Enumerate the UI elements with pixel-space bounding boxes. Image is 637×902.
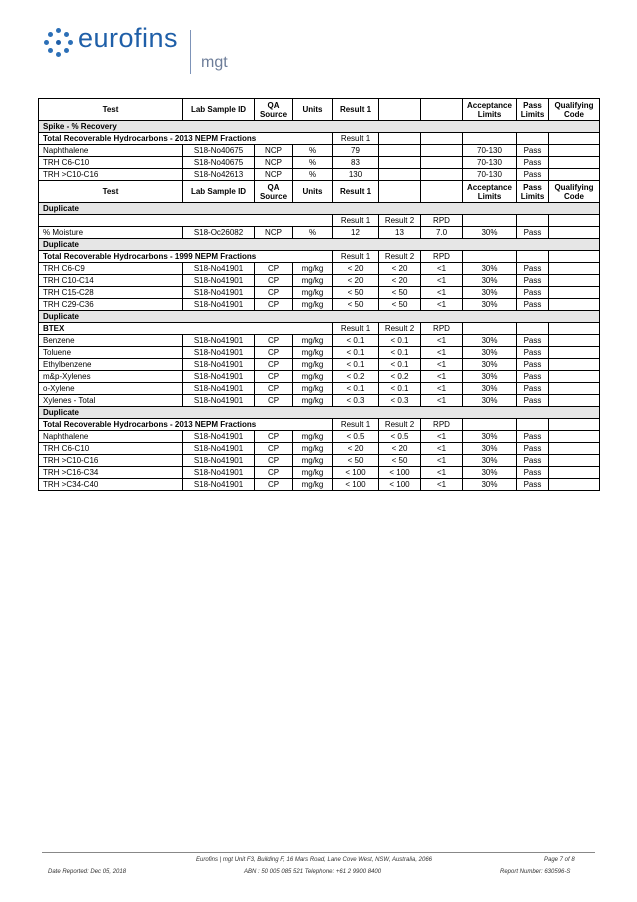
cell-qualifying-code [549, 347, 600, 359]
header-cell: Pass Limits [517, 99, 549, 121]
cell-result-2 [379, 145, 421, 157]
cell-pass-limits: Pass [517, 443, 549, 455]
empty-cell [517, 419, 549, 431]
group-column-label: Result 1 [333, 419, 379, 431]
empty-cell [517, 133, 549, 145]
cell-result-2: < 0.1 [379, 347, 421, 359]
cell-test: Xylenes - Total [39, 395, 183, 407]
cell-acceptance-limits: 70-130 [463, 157, 517, 169]
cell-result-2: < 20 [379, 443, 421, 455]
group-column-label: Result 2 [379, 251, 421, 263]
cell-qa-source: CP [255, 335, 293, 347]
cell-lab-sample-id: S18-No41901 [183, 275, 255, 287]
header-cell: Units [293, 99, 333, 121]
table-row [39, 287, 600, 299]
cell-units: mg/kg [293, 395, 333, 407]
cell-qa-source: CP [255, 347, 293, 359]
cell-units: mg/kg [293, 383, 333, 395]
cell-units: mg/kg [293, 467, 333, 479]
cell-lab-sample-id: S18-No41901 [183, 479, 255, 491]
table-row [39, 169, 600, 181]
cell-qa-source: CP [255, 455, 293, 467]
cell-units: % [293, 157, 333, 169]
cell-qualifying-code [549, 359, 600, 371]
cell-units: mg/kg [293, 455, 333, 467]
section-label: Duplicate [39, 311, 600, 323]
cell-lab-sample-id: S18-No41901 [183, 383, 255, 395]
cell-qualifying-code [549, 287, 600, 299]
footer-divider [42, 852, 595, 853]
empty-cell [549, 215, 600, 227]
cell-rpd: <1 [421, 467, 463, 479]
cell-qa-source: NCP [255, 227, 293, 239]
group-column-label: RPD [421, 251, 463, 263]
cell-units: mg/kg [293, 275, 333, 287]
group-row [39, 133, 600, 145]
cell-qualifying-code [549, 157, 600, 169]
cell-test: TRH C10-C14 [39, 275, 183, 287]
cell-test: o-Xylene [39, 383, 183, 395]
cell-rpd: <1 [421, 275, 463, 287]
cell-qualifying-code [549, 299, 600, 311]
section-row [39, 203, 600, 215]
cell-units: % [293, 227, 333, 239]
cell-result-1: < 50 [333, 455, 379, 467]
header-cell: Acceptance Limits [463, 99, 517, 121]
cell-qualifying-code [549, 335, 600, 347]
header-cell: Test [39, 181, 183, 203]
header-cell: QA Source [255, 99, 293, 121]
cell-acceptance-limits: 30% [463, 359, 517, 371]
cell-result-2 [379, 157, 421, 169]
cell-qualifying-code [549, 455, 600, 467]
cell-acceptance-limits: 30% [463, 263, 517, 275]
group-column-label: RPD [421, 419, 463, 431]
cell-lab-sample-id: S18-No41901 [183, 455, 255, 467]
cell-result-2: < 50 [379, 455, 421, 467]
cell-result-2: < 0.2 [379, 371, 421, 383]
footer-date-reported: Date Reported: Dec 05, 2018 [48, 869, 127, 875]
empty-cell [463, 419, 517, 431]
empty-cell [463, 251, 517, 263]
header-cell: Qualifying Code [549, 99, 600, 121]
footer-address: Eurofins | mgt Unit F3, Building F, 16 Mars Road, Lane Cove West, NSW, Australia, 2066 [196, 857, 432, 863]
cell-qualifying-code [549, 263, 600, 275]
table-header-row [39, 99, 600, 121]
cell-rpd: <1 [421, 443, 463, 455]
cell-pass-limits: Pass [517, 169, 549, 181]
section-label: Duplicate [39, 239, 600, 251]
cell-qa-source: CP [255, 479, 293, 491]
cell-qa-source: CP [255, 287, 293, 299]
group-name: BTEX [39, 323, 333, 335]
cell-result-1: < 0.1 [333, 359, 379, 371]
header-cell: Acceptance Limits [463, 181, 517, 203]
group-name [39, 215, 333, 227]
cell-acceptance-limits: 30% [463, 431, 517, 443]
group-column-label [379, 133, 421, 145]
cell-result-2 [379, 169, 421, 181]
cell-acceptance-limits: 30% [463, 443, 517, 455]
cell-result-1: < 20 [333, 275, 379, 287]
cell-pass-limits: Pass [517, 371, 549, 383]
empty-cell [517, 323, 549, 335]
header-cell: Test [39, 99, 183, 121]
group-column-label: Result 2 [379, 419, 421, 431]
section-row [39, 121, 600, 133]
cell-result-1: < 100 [333, 467, 379, 479]
cell-rpd: <1 [421, 335, 463, 347]
cell-result-1: < 50 [333, 299, 379, 311]
cell-qualifying-code [549, 275, 600, 287]
group-row [39, 251, 600, 263]
cell-units: mg/kg [293, 479, 333, 491]
cell-lab-sample-id: S18-No42613 [183, 169, 255, 181]
cell-lab-sample-id: S18-No41901 [183, 287, 255, 299]
group-name: Total Recoverable Hydrocarbons - 1999 NEPM Fractions [39, 251, 333, 263]
cell-result-1: < 0.1 [333, 347, 379, 359]
cell-lab-sample-id: S18-No41901 [183, 395, 255, 407]
cell-test: TRH C6-C10 [39, 443, 183, 455]
cell-units: mg/kg [293, 359, 333, 371]
cell-acceptance-limits: 30% [463, 275, 517, 287]
header-cell [421, 99, 463, 121]
cell-qa-source: CP [255, 395, 293, 407]
cell-units: mg/kg [293, 287, 333, 299]
brand-name: eurofins [78, 23, 179, 53]
footer-page: Page 7 of 8 [544, 857, 575, 863]
table-row [39, 359, 600, 371]
empty-cell [549, 323, 600, 335]
empty-cell [549, 251, 600, 263]
cell-qualifying-code [549, 145, 600, 157]
cell-test: TRH >C34-C40 [39, 479, 183, 491]
cell-result-1: < 100 [333, 479, 379, 491]
cell-units: mg/kg [293, 431, 333, 443]
group-column-label [421, 133, 463, 145]
group-row [39, 419, 600, 431]
cell-qa-source: CP [255, 431, 293, 443]
cell-qa-source: CP [255, 263, 293, 275]
cell-test: TRH C15-C28 [39, 287, 183, 299]
header-cell: QA Source [255, 181, 293, 203]
cell-qualifying-code [549, 383, 600, 395]
cell-units: mg/kg [293, 371, 333, 383]
empty-cell [463, 133, 517, 145]
table-row [39, 479, 600, 491]
cell-result-2: < 50 [379, 299, 421, 311]
cell-qa-source: CP [255, 467, 293, 479]
cell-acceptance-limits: 30% [463, 383, 517, 395]
cell-pass-limits: Pass [517, 455, 549, 467]
empty-cell [463, 323, 517, 335]
cell-qualifying-code [549, 227, 600, 239]
cell-lab-sample-id: S18-No40675 [183, 145, 255, 157]
section-row [39, 239, 600, 251]
cell-pass-limits: Pass [517, 347, 549, 359]
group-column-label: Result 1 [333, 215, 379, 227]
cell-lab-sample-id: S18-Oc26082 [183, 227, 255, 239]
table-row [39, 263, 600, 275]
table-row [39, 157, 600, 169]
cell-lab-sample-id: S18-No41901 [183, 467, 255, 479]
cell-pass-limits: Pass [517, 479, 549, 491]
cell-rpd: <1 [421, 383, 463, 395]
cell-rpd: <1 [421, 347, 463, 359]
cell-lab-sample-id: S18-No41901 [183, 335, 255, 347]
cell-rpd: <1 [421, 263, 463, 275]
cell-pass-limits: Pass [517, 383, 549, 395]
cell-result-2: < 20 [379, 263, 421, 275]
cell-rpd: <1 [421, 395, 463, 407]
cell-result-1: 83 [333, 157, 379, 169]
table-row [39, 431, 600, 443]
cell-lab-sample-id: S18-No41901 [183, 299, 255, 311]
group-name: Total Recoverable Hydrocarbons - 2013 NEPM Fractions [39, 133, 333, 145]
cell-test: Naphthalene [39, 145, 183, 157]
cell-result-1: < 0.2 [333, 371, 379, 383]
cell-test: TRH >C10-C16 [39, 455, 183, 467]
cell-result-1: < 50 [333, 287, 379, 299]
group-column-label: Result 1 [333, 323, 379, 335]
cell-pass-limits: Pass [517, 157, 549, 169]
header-cell [421, 181, 463, 203]
cell-test: TRH C29-C36 [39, 299, 183, 311]
table-row [39, 227, 600, 239]
cell-acceptance-limits: 30% [463, 371, 517, 383]
empty-cell [549, 133, 600, 145]
table-row [39, 467, 600, 479]
cell-rpd: <1 [421, 299, 463, 311]
group-column-label: Result 1 [333, 251, 379, 263]
cell-test: TRH C6-C9 [39, 263, 183, 275]
cell-units: mg/kg [293, 299, 333, 311]
cell-lab-sample-id: S18-No41901 [183, 443, 255, 455]
cell-qa-source: NCP [255, 157, 293, 169]
section-row [39, 311, 600, 323]
cell-qa-source: CP [255, 275, 293, 287]
cell-rpd: <1 [421, 287, 463, 299]
cell-rpd [421, 169, 463, 181]
cell-result-1: < 0.1 [333, 335, 379, 347]
cell-units: % [293, 145, 333, 157]
cell-acceptance-limits: 30% [463, 287, 517, 299]
cell-units: % [293, 169, 333, 181]
eurofins-logo [44, 22, 264, 82]
header-cell [379, 181, 421, 203]
group-name: Total Recoverable Hydrocarbons - 2013 NEPM Fractions [39, 419, 333, 431]
cell-acceptance-limits: 30% [463, 467, 517, 479]
table-row [39, 395, 600, 407]
cell-result-1: < 20 [333, 443, 379, 455]
cell-result-2: < 0.1 [379, 359, 421, 371]
cell-result-1: < 20 [333, 263, 379, 275]
cell-acceptance-limits: 30% [463, 299, 517, 311]
cell-qualifying-code [549, 443, 600, 455]
table-row [39, 443, 600, 455]
cell-result-2: < 0.1 [379, 383, 421, 395]
table-row [39, 455, 600, 467]
cell-rpd: <1 [421, 479, 463, 491]
cell-pass-limits: Pass [517, 227, 549, 239]
cell-qa-source: CP [255, 383, 293, 395]
cell-qualifying-code [549, 169, 600, 181]
cell-pass-limits: Pass [517, 145, 549, 157]
group-column-label: Result 2 [379, 215, 421, 227]
cell-rpd: 7.0 [421, 227, 463, 239]
cell-pass-limits: Pass [517, 299, 549, 311]
cell-test: Ethylbenzene [39, 359, 183, 371]
cell-acceptance-limits: 70-130 [463, 145, 517, 157]
cell-acceptance-limits: 30% [463, 395, 517, 407]
table-row [39, 299, 600, 311]
header-cell: Lab Sample ID [183, 99, 255, 121]
section-label: Duplicate [39, 407, 600, 419]
cell-pass-limits: Pass [517, 431, 549, 443]
cell-result-2: < 50 [379, 287, 421, 299]
cell-pass-limits: Pass [517, 467, 549, 479]
cell-result-2: < 0.5 [379, 431, 421, 443]
logo-divider [190, 30, 191, 74]
cell-result-1: < 0.1 [333, 383, 379, 395]
cell-result-1: 130 [333, 169, 379, 181]
cell-acceptance-limits: 30% [463, 347, 517, 359]
cell-test: Benzene [39, 335, 183, 347]
cell-units: mg/kg [293, 263, 333, 275]
cell-acceptance-limits: 30% [463, 335, 517, 347]
cell-lab-sample-id: S18-No41901 [183, 359, 255, 371]
empty-cell [517, 251, 549, 263]
cell-acceptance-limits: 30% [463, 479, 517, 491]
table-row [39, 145, 600, 157]
brand-division: mgt [201, 54, 228, 71]
cell-result-1: < 0.3 [333, 395, 379, 407]
cell-test: TRH C6-C10 [39, 157, 183, 169]
eurofins-dots-icon [44, 28, 74, 58]
section-label: Spike - % Recovery [39, 121, 600, 133]
cell-test: TRH >C16-C34 [39, 467, 183, 479]
header-cell [379, 99, 421, 121]
cell-result-2: < 100 [379, 467, 421, 479]
cell-rpd [421, 145, 463, 157]
cell-test: Toluene [39, 347, 183, 359]
cell-rpd [421, 157, 463, 169]
header-cell: Units [293, 181, 333, 203]
cell-qa-source: CP [255, 299, 293, 311]
group-row [39, 215, 600, 227]
cell-lab-sample-id: S18-No41901 [183, 431, 255, 443]
header-cell: Lab Sample ID [183, 181, 255, 203]
cell-result-2: < 0.3 [379, 395, 421, 407]
table-row [39, 335, 600, 347]
empty-cell [549, 419, 600, 431]
header-cell: Pass Limits [517, 181, 549, 203]
cell-result-1: < 0.5 [333, 431, 379, 443]
cell-qa-source: NCP [255, 145, 293, 157]
table-header-row [39, 181, 600, 203]
cell-pass-limits: Pass [517, 287, 549, 299]
empty-cell [463, 215, 517, 227]
cell-lab-sample-id: S18-No41901 [183, 263, 255, 275]
cell-qa-source: CP [255, 371, 293, 383]
header-cell: Result 1 [333, 99, 379, 121]
cell-qa-source: CP [255, 359, 293, 371]
cell-qa-source: CP [255, 443, 293, 455]
table-row [39, 275, 600, 287]
table-row [39, 371, 600, 383]
cell-acceptance-limits: 30% [463, 455, 517, 467]
group-column-label: RPD [421, 215, 463, 227]
group-column-label: RPD [421, 323, 463, 335]
cell-result-2: < 0.1 [379, 335, 421, 347]
group-column-label: Result 2 [379, 323, 421, 335]
cell-lab-sample-id: S18-No41901 [183, 347, 255, 359]
section-row [39, 407, 600, 419]
cell-qualifying-code [549, 467, 600, 479]
footer-report-number: Report Number: 630596-S [500, 869, 571, 875]
cell-qa-source: NCP [255, 169, 293, 181]
cell-acceptance-limits: 30% [463, 227, 517, 239]
cell-pass-limits: Pass [517, 263, 549, 275]
header-cell: Result 1 [333, 181, 379, 203]
cell-qualifying-code [549, 371, 600, 383]
header-cell: Qualifying Code [549, 181, 600, 203]
qc-results-table [38, 98, 600, 491]
table-row [39, 383, 600, 395]
cell-units: mg/kg [293, 335, 333, 347]
cell-result-1: 12 [333, 227, 379, 239]
cell-test: Naphthalene [39, 431, 183, 443]
cell-units: mg/kg [293, 443, 333, 455]
cell-test: TRH >C10-C16 [39, 169, 183, 181]
cell-pass-limits: Pass [517, 335, 549, 347]
cell-rpd: <1 [421, 455, 463, 467]
cell-test: % Moisture [39, 227, 183, 239]
empty-cell [517, 215, 549, 227]
cell-rpd: <1 [421, 371, 463, 383]
group-column-label: Result 1 [333, 133, 379, 145]
cell-result-2: < 20 [379, 275, 421, 287]
cell-qualifying-code [549, 395, 600, 407]
cell-pass-limits: Pass [517, 275, 549, 287]
cell-pass-limits: Pass [517, 359, 549, 371]
cell-qualifying-code [549, 431, 600, 443]
footer-abn: ABN : 50 005 085 521 Telephone: +61 2 9900 8400 [244, 869, 382, 875]
cell-result-2: 13 [379, 227, 421, 239]
group-row [39, 323, 600, 335]
cell-pass-limits: Pass [517, 395, 549, 407]
cell-acceptance-limits: 70-130 [463, 169, 517, 181]
table-row [39, 347, 600, 359]
cell-qualifying-code [549, 479, 600, 491]
cell-lab-sample-id: S18-No41901 [183, 371, 255, 383]
cell-rpd: <1 [421, 431, 463, 443]
cell-units: mg/kg [293, 347, 333, 359]
cell-result-1: 79 [333, 145, 379, 157]
cell-rpd: <1 [421, 359, 463, 371]
cell-result-2: < 100 [379, 479, 421, 491]
cell-test: m&p-Xylenes [39, 371, 183, 383]
cell-lab-sample-id: S18-No40675 [183, 157, 255, 169]
section-label: Duplicate [39, 203, 600, 215]
